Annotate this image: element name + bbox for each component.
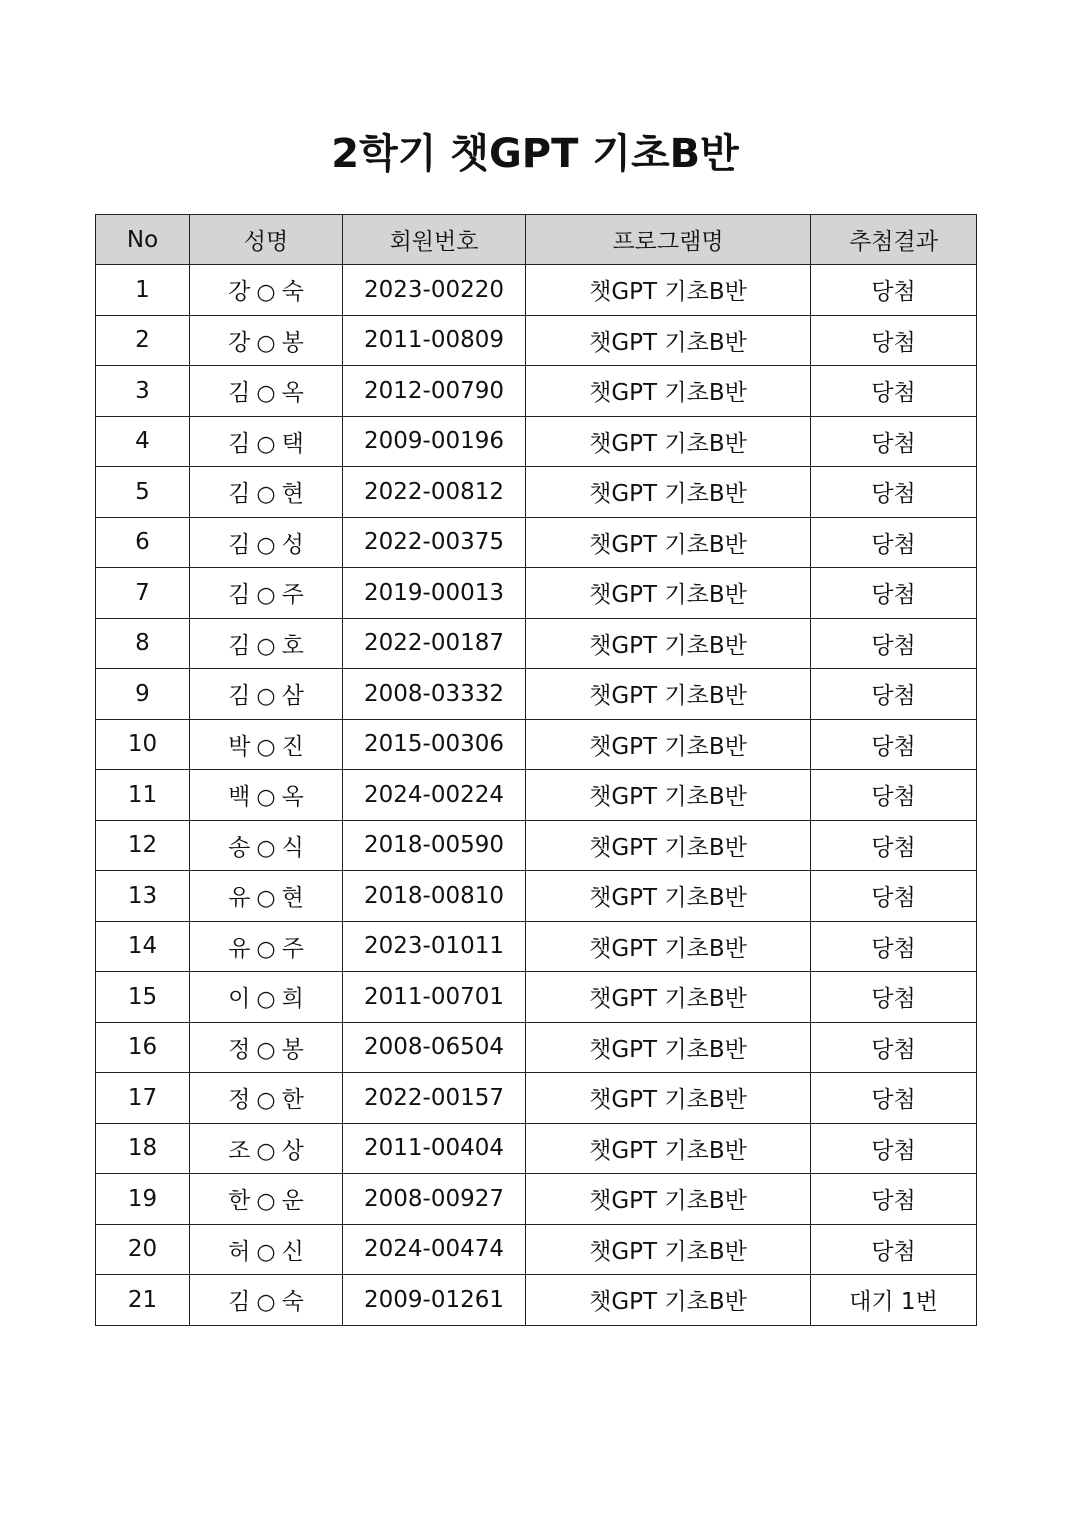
name-given: 신 [281,1238,304,1265]
cell-result: 당첨 [811,972,977,1023]
cell-member-id: 2023-00220 [343,265,526,316]
name-surname: 강 [228,279,251,306]
name-surname: 송 [228,834,251,861]
cell-name [190,871,343,922]
name-mask-circle: ○ [256,381,276,407]
cell-program: 챗GPT 기초B반 [526,1073,811,1124]
table-row [96,871,977,922]
name-mask-circle: ○ [256,583,276,609]
header-result: 추첨결과 [811,215,977,265]
cell-member-id: 2019-00013 [343,568,526,619]
cell-name [190,820,343,871]
cell-name [190,467,343,518]
cell-result: 당첨 [811,770,977,821]
table-row [96,416,977,467]
cell-result: 당첨 [811,820,977,871]
cell-program: 챗GPT 기초B반 [526,770,811,821]
name-given: 현 [281,481,304,508]
table-row [96,467,977,518]
name-given: 숙 [281,1289,304,1316]
cell-no: 13 [96,871,190,922]
cell-name [190,1123,343,1174]
header-program: 프로그램명 [526,215,811,265]
cell-program: 챗GPT 기초B반 [526,719,811,770]
cell-name [190,315,343,366]
cell-result: 당첨 [811,1224,977,1275]
cell-no: 19 [96,1174,190,1225]
name-mask-circle: ○ [256,280,276,306]
name-surname: 김 [228,380,251,407]
cell-member-id: 2008-03332 [343,669,526,720]
cell-name [190,1275,343,1326]
cell-no: 5 [96,467,190,518]
cell-program: 챗GPT 기초B반 [526,1275,811,1326]
cell-name [190,972,343,1023]
name-mask-circle: ○ [256,1239,276,1265]
cell-name [190,1224,343,1275]
cell-no: 4 [96,416,190,467]
cell-no: 7 [96,568,190,619]
name-mask-circle: ○ [256,532,276,558]
cell-member-id: 2009-00196 [343,416,526,467]
cell-no: 1 [96,265,190,316]
name-surname: 김 [228,481,251,508]
name-surname: 김 [228,1289,251,1316]
name-mask-circle: ○ [256,785,276,811]
table-body [96,265,977,1326]
cell-result: 당첨 [811,921,977,972]
cell-member-id: 2022-00187 [343,618,526,669]
cell-result: 당첨 [811,1123,977,1174]
table-row [96,972,977,1023]
cell-program: 챗GPT 기초B반 [526,820,811,871]
cell-result: 당첨 [811,467,977,518]
cell-program: 챗GPT 기초B반 [526,1022,811,1073]
table-row [96,1123,977,1174]
name-mask-circle: ○ [256,734,276,760]
name-surname: 유 [228,935,251,962]
cell-result: 대기 1번 [811,1275,977,1326]
cell-result: 당첨 [811,265,977,316]
name-given: 주 [281,582,304,609]
name-given: 숙 [281,279,304,306]
cell-result: 당첨 [811,618,977,669]
cell-name [190,1174,343,1225]
name-given: 택 [281,430,304,457]
cell-name [190,719,343,770]
cell-no: 3 [96,366,190,417]
cell-name [190,265,343,316]
name-surname: 한 [228,1188,251,1215]
cell-program: 챗GPT 기초B반 [526,972,811,1023]
name-mask-circle: ○ [256,330,276,356]
cell-member-id: 2011-00809 [343,315,526,366]
table-row [96,366,977,417]
name-mask-circle: ○ [256,431,276,457]
cell-program: 챗GPT 기초B반 [526,265,811,316]
cell-program: 챗GPT 기초B반 [526,467,811,518]
table-row [96,315,977,366]
cell-result: 당첨 [811,1073,977,1124]
cell-member-id: 2012-00790 [343,366,526,417]
cell-program: 챗GPT 기초B반 [526,871,811,922]
name-mask-circle: ○ [256,987,276,1013]
cell-no: 11 [96,770,190,821]
name-given: 옥 [281,784,304,811]
lottery-results-table [95,214,977,1326]
cell-member-id: 2022-00812 [343,467,526,518]
table-row [96,618,977,669]
cell-no: 20 [96,1224,190,1275]
cell-name [190,669,343,720]
header-no: No [96,215,190,265]
name-given: 호 [281,632,304,659]
cell-no: 6 [96,517,190,568]
name-mask-circle: ○ [256,1290,276,1316]
cell-name [190,1022,343,1073]
table-row [96,669,977,720]
name-mask-circle: ○ [256,684,276,710]
table-row [96,1275,977,1326]
name-given: 한 [281,1087,304,1114]
name-mask-circle: ○ [256,1138,276,1164]
name-mask-circle: ○ [256,633,276,659]
cell-member-id: 2011-00701 [343,972,526,1023]
table-row [96,1174,977,1225]
cell-member-id: 2022-00157 [343,1073,526,1124]
cell-member-id: 2018-00590 [343,820,526,871]
name-surname: 유 [228,885,251,912]
cell-program: 챗GPT 기초B반 [526,416,811,467]
cell-program: 챗GPT 기초B반 [526,618,811,669]
table-row [96,517,977,568]
name-given: 진 [281,733,304,760]
cell-member-id: 2008-06504 [343,1022,526,1073]
name-given: 희 [281,986,304,1013]
cell-member-id: 2008-00927 [343,1174,526,1225]
cell-result: 당첨 [811,416,977,467]
cell-name [190,568,343,619]
name-mask-circle: ○ [256,835,276,861]
cell-no: 10 [96,719,190,770]
cell-program: 챗GPT 기초B반 [526,1123,811,1174]
table-row [96,265,977,316]
name-surname: 김 [228,531,251,558]
cell-no: 16 [96,1022,190,1073]
name-surname: 박 [228,733,251,760]
cell-result: 당첨 [811,517,977,568]
name-surname: 김 [228,582,251,609]
cell-member-id: 2024-00224 [343,770,526,821]
cell-name [190,366,343,417]
name-given: 옥 [281,380,304,407]
name-mask-circle: ○ [256,936,276,962]
name-given: 봉 [281,1036,304,1063]
cell-no: 18 [96,1123,190,1174]
cell-program: 챗GPT 기초B반 [526,669,811,720]
table-row [96,820,977,871]
cell-result: 당첨 [811,719,977,770]
name-given: 운 [281,1188,304,1215]
name-surname: 정 [228,1036,251,1063]
cell-name [190,517,343,568]
name-given: 성 [281,531,304,558]
cell-no: 12 [96,820,190,871]
cell-name [190,1073,343,1124]
cell-program: 챗GPT 기초B반 [526,1174,811,1225]
cell-result: 당첨 [811,1174,977,1225]
name-surname: 김 [228,430,251,457]
name-surname: 백 [228,784,251,811]
page-title: 2학기 챗GPT 기초B반 [331,131,739,177]
name-surname: 허 [228,1238,251,1265]
table-row [96,719,977,770]
cell-result: 당첨 [811,669,977,720]
name-surname: 김 [228,632,251,659]
name-surname: 이 [228,986,251,1013]
cell-member-id: 2009-01261 [343,1275,526,1326]
table-row [96,921,977,972]
name-surname: 조 [228,1137,251,1164]
cell-no: 21 [96,1275,190,1326]
cell-member-id: 2022-00375 [343,517,526,568]
cell-member-id: 2015-00306 [343,719,526,770]
cell-no: 2 [96,315,190,366]
name-given: 봉 [281,329,304,356]
cell-name [190,618,343,669]
table-header-row [96,215,977,265]
name-given: 삼 [281,683,304,710]
cell-result: 당첨 [811,871,977,922]
cell-no: 9 [96,669,190,720]
cell-program: 챗GPT 기초B반 [526,315,811,366]
name-surname: 정 [228,1087,251,1114]
cell-program: 챗GPT 기초B반 [526,517,811,568]
cell-program: 챗GPT 기초B반 [526,568,811,619]
name-mask-circle: ○ [256,886,276,912]
name-given: 주 [281,935,304,962]
name-surname: 강 [228,329,251,356]
cell-no: 14 [96,921,190,972]
name-mask-circle: ○ [256,482,276,508]
name-mask-circle: ○ [256,1037,276,1063]
table-row [96,1022,977,1073]
cell-no: 17 [96,1073,190,1124]
name-mask-circle: ○ [256,1088,276,1114]
name-mask-circle: ○ [256,1189,276,1215]
cell-result: 당첨 [811,366,977,417]
name-given: 식 [281,834,304,861]
cell-no: 15 [96,972,190,1023]
cell-no: 8 [96,618,190,669]
cell-program: 챗GPT 기초B반 [526,366,811,417]
name-surname: 김 [228,683,251,710]
cell-name [190,416,343,467]
header-member-id: 회원번호 [343,215,526,265]
table-row [96,568,977,619]
cell-program: 챗GPT 기초B반 [526,921,811,972]
cell-result: 당첨 [811,315,977,366]
cell-program: 챗GPT 기초B반 [526,1224,811,1275]
table-row [96,770,977,821]
cell-name [190,921,343,972]
cell-member-id: 2011-00404 [343,1123,526,1174]
cell-member-id: 2024-00474 [343,1224,526,1275]
cell-result: 당첨 [811,568,977,619]
table-row [96,1224,977,1275]
cell-member-id: 2018-00810 [343,871,526,922]
header-name: 성명 [190,215,343,265]
cell-name [190,770,343,821]
cell-result: 당첨 [811,1022,977,1073]
cell-member-id: 2023-01011 [343,921,526,972]
name-given: 상 [281,1137,304,1164]
table-row [96,1073,977,1124]
name-given: 현 [281,885,304,912]
